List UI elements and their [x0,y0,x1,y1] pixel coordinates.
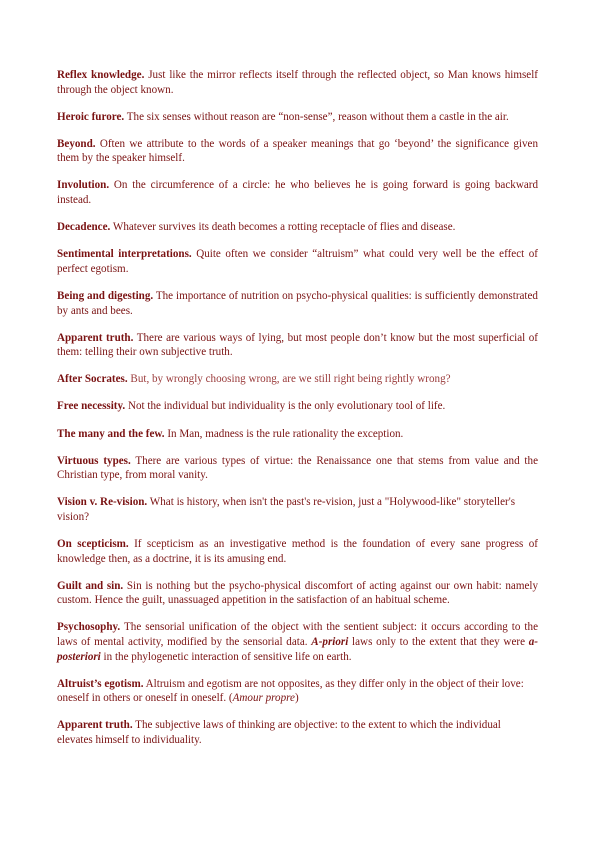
aphorism-term: Psychosophy. [57,621,121,634]
aphorism-term: Altruist’s egotism. [57,677,144,690]
aphorism-after-socrates [57,372,538,387]
aphorism-sentimental-interpretations [57,247,538,276]
aphorism-term: Being and digesting. [57,289,154,302]
aphorism-text: ) [294,692,299,705]
aphorism-term: Beyond. [57,137,96,150]
aphorism-free-necessity [57,399,538,414]
aphorism-text: On the circumference of a circle: he who believes he is going forward is going backward instead. [57,179,538,207]
aphorism-text: Often we attribute to the words of a speaker meanings that go ‘beyond’ the significance given them by the speaker himself. [57,137,538,165]
aphorism-term: Heroic furore. [57,110,125,123]
aphorism-text: Not the individual but individuality is the only evolutionary tool of life. [125,400,446,413]
aphorism-the-many-and-the-few [57,427,538,442]
aphorism-text: in the phylogenetic interaction of sensitive life on earth. [100,650,352,663]
aphorism-involution [57,178,538,207]
aphorism-on-scepticism [57,537,538,566]
aphorism-term: Apparent truth. [57,331,134,344]
aphorism-decadence [57,220,538,235]
aphorism-term: Apparent truth. [57,719,133,732]
aphorism-text: Just like the mirror reflects itself through the reflected object, so Man knows himself through the object known. [57,69,538,96]
aphorism-apparent-truth-1 [57,331,538,360]
aphorism-text: laws only to the extent that they were [348,635,529,648]
aphorism-guilt-and-sin [57,579,538,608]
aphorism-text: The six senses without reason are “non-sense”, reason without them a castle in the air. [124,110,509,123]
aphorism-psychosophy [57,620,538,664]
aphorism-emphasis: a-posteriori [57,635,538,663]
aphorism-term: Virtuous types. [57,454,131,467]
aphorism-vision-v-re-vision [57,495,538,524]
aphorism-text: There are various types of virtue: the Renaissance one that stems from value and the Christian type, from moral vanity. [57,454,538,482]
document-page [57,68,538,760]
aphorism-text: The importance of nutrition on psycho-physical qualities: is sufficiently demonstrated by ants and bees. [57,289,538,317]
aphorism-being-and-digesting [57,289,538,318]
aphorism-text: What is history, when isn't the past's re-vision, just a "Holywood-like" storyteller's vision? [57,496,516,523]
aphorism-text: There are various ways of lying, but most people don’t know but the most superficial of them: telling their own subjective truth. [57,331,538,359]
aphorism-emphasis: Amour propre [232,692,295,705]
aphorism-beyond [57,137,538,166]
aphorism-text: Quite often we consider “altruism” what could very well be the effect of perfect egotism. [57,248,538,275]
aphorism-text: Sin is nothing but the psycho-physical discomfort of acting against our own habit: namely custom. Hence the guilt, unassuaged appetition in the satisfaction of an habitual scheme. [57,579,538,607]
aphorism-apparent-truth-2 [57,718,538,747]
aphorism-text: The subjective laws of thinking are objective: to the extent to which the individual elevates himself to individuality. [57,719,501,746]
aphorism-term: On scepticism. [57,537,129,550]
aphorism-term: Reflex knowledge. [57,69,145,81]
aphorism-term: After Socrates. [57,373,128,386]
aphorism-term: The many and the few. [57,427,165,440]
aphorism-term: Guilt and sin. [57,579,124,592]
aphorism-term: Sentimental interpretations. [57,248,192,261]
aphorism-altruists-egotism [57,677,538,706]
aphorism-text: Altruism and egotism are not opposites, as they differ only in the object of their love: oneself in others or oneself in oneself. ( [57,677,524,705]
aphorism-text: But, by wrongly choosing wrong, are we still right being rightly wrong? [127,373,451,386]
aphorism-text: If scepticism as an investigative method is the foundation of every sane progress of knowledge then, as a doctrine, it is its amusing end. [57,537,539,565]
aphorism-reflex-knowledge [57,68,538,97]
aphorism-term: Decadence. [57,221,111,234]
aphorism-term: Vision v. Re-vision. [57,496,148,509]
aphorism-virtuous-types [57,454,538,483]
aphorism-term: Free necessity. [57,400,126,413]
aphorism-text: Whatever survives its death becomes a rotting receptacle of flies and disease. [110,221,456,234]
aphorism-heroic-furore [57,110,538,125]
aphorism-text: In Man, madness is the rule rationality the exception. [164,427,404,440]
aphorism-text: The sensorial unification of the object with the sentient subject: it occurs according to the laws of mental activity, modified by the sensorial data. [57,621,538,648]
aphorism-term: Involution. [57,179,110,192]
aphorism-emphasis: A-priori [311,635,349,648]
